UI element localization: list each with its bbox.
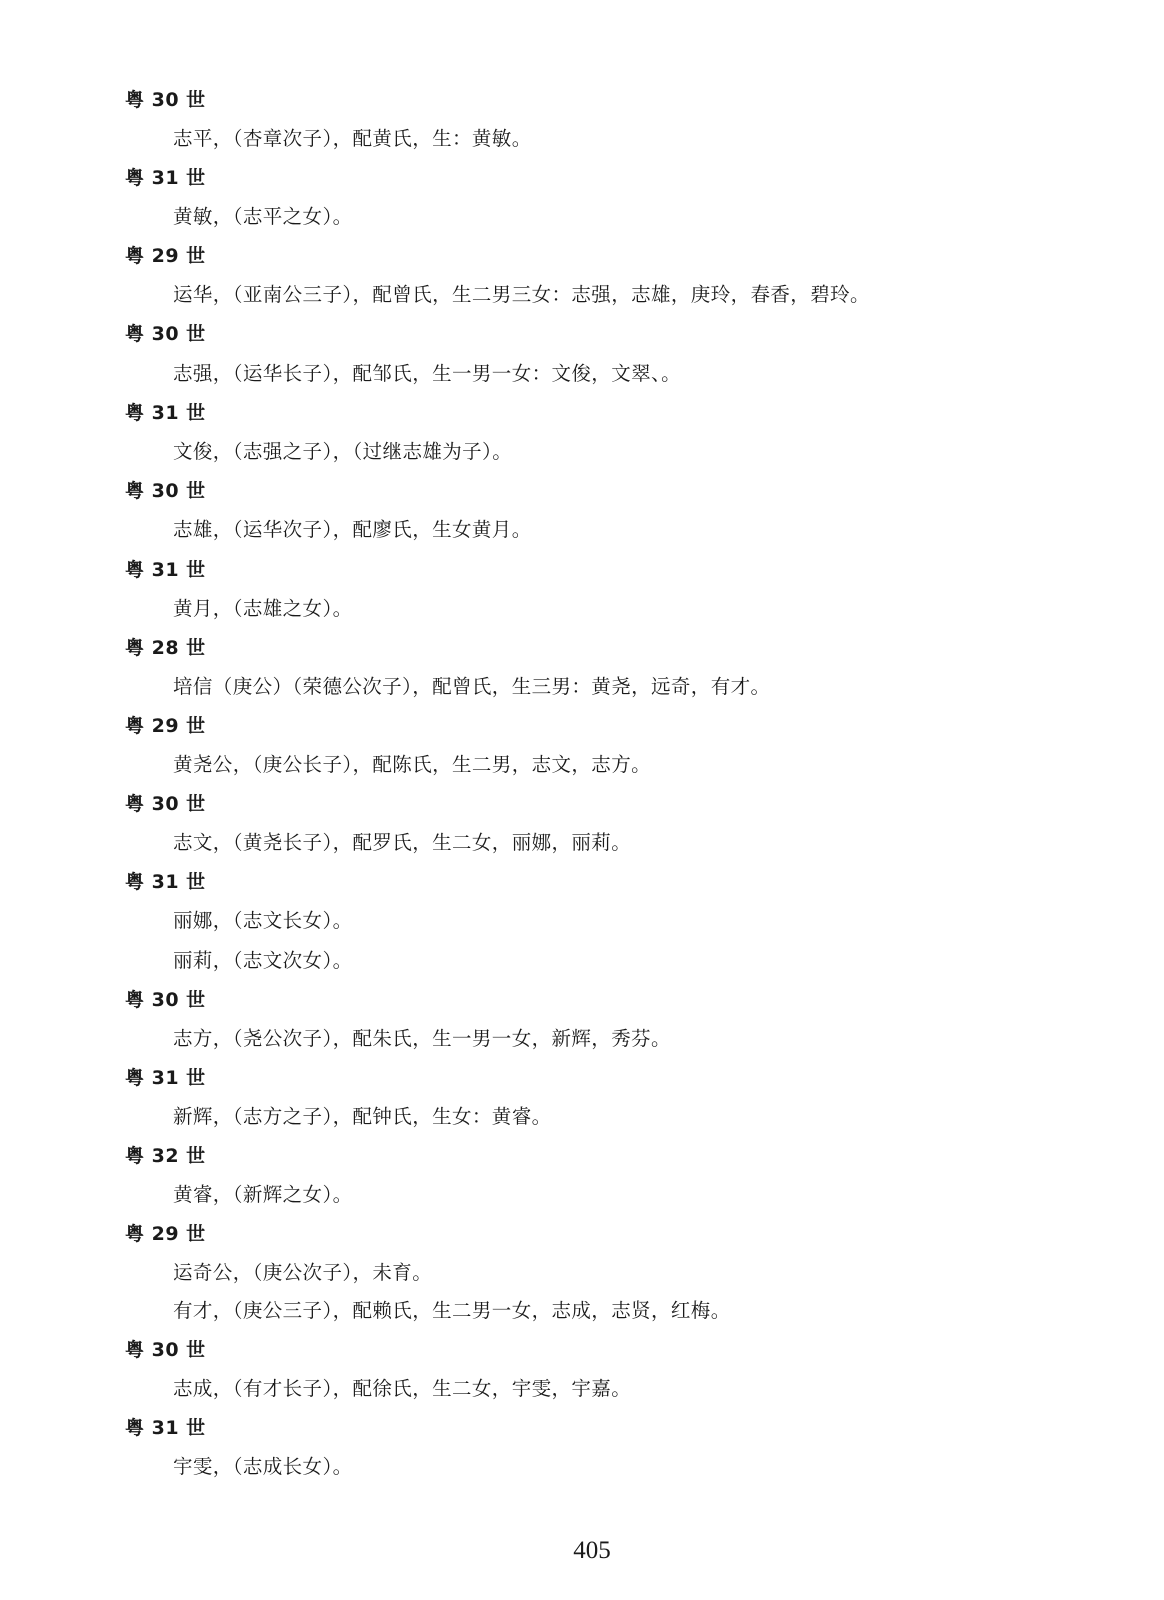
generation-heading: 粤 32 世	[125, 1145, 206, 1167]
person-entry: 丽娜，（志文长女）。	[173, 909, 353, 932]
generation-heading: 粤 29 世	[125, 245, 206, 267]
generation-heading: 粤 31 世	[125, 402, 206, 424]
person-entry: 黄月，（志雄之女）。	[173, 597, 353, 620]
person-entry: 有才，（庚公三子），配赖氏，生二男一女，志成，志贤，红梅。	[173, 1299, 731, 1322]
person-entry: 志文，（黄尧长子），配罗氏，生二女，丽娜，丽莉。	[173, 831, 632, 854]
generation-heading: 粤 29 世	[125, 1223, 206, 1245]
person-entry: 黄敏，（志平之女）。	[173, 205, 353, 228]
person-entry: 宇雯，（志成长女）。	[173, 1455, 353, 1478]
person-entry: 新辉，（志方之子），配钟氏，生女：黄睿。	[173, 1105, 552, 1128]
person-entry: 运奇公，（庚公次子），未育。	[173, 1261, 433, 1284]
person-entry: 志雄，（运华次子），配廖氏，生女黄月。	[173, 518, 532, 541]
person-entry: 志平，（杏章次子），配黄氏，生：黄敏。	[173, 127, 532, 150]
generation-heading: 粤 31 世	[125, 871, 206, 893]
person-entry: 培信（庚公）（荣德公次子），配曾氏，生三男：黄尧，远奇，有才。	[173, 675, 771, 698]
generation-heading: 粤 30 世	[125, 1339, 206, 1361]
generation-heading: 粤 31 世	[125, 559, 206, 581]
generation-heading: 粤 28 世	[125, 637, 206, 659]
person-entry: 丽莉，（志文次女）。	[173, 949, 353, 972]
generation-heading: 粤 31 世	[125, 167, 206, 189]
person-entry: 运华，（亚南公三子），配曾氏，生二男三女：志强，志雄，庚玲，春香，碧玲。	[173, 283, 870, 306]
person-entry: 志方，（尧公次子），配朱氏，生一男一女，新辉，秀芬。	[173, 1027, 671, 1050]
generation-heading: 粤 30 世	[125, 480, 206, 502]
generation-heading: 粤 30 世	[125, 793, 206, 815]
person-entry: 志成，（有才长子），配徐氏，生二女，宇雯，宇嘉。	[173, 1377, 632, 1400]
generation-heading: 粤 30 世	[125, 323, 206, 345]
person-entry: 黄尧公，（庚公长子），配陈氏，生二男，志文，志方。	[173, 753, 652, 776]
generation-heading: 粤 30 世	[125, 989, 206, 1011]
page-number: 405	[573, 1537, 611, 1564]
person-entry: 文俊，（志强之子），（过继志雄为子）。	[173, 440, 513, 463]
generation-heading: 粤 31 世	[125, 1417, 206, 1439]
person-entry: 黄睿，（新辉之女）。	[173, 1183, 353, 1206]
generation-heading: 粤 31 世	[125, 1067, 206, 1089]
generation-heading: 粤 30 世	[125, 89, 206, 111]
generation-heading: 粤 29 世	[125, 715, 206, 737]
person-entry: 志强，（运华长子），配邹氏，生一男一女：文俊，文翠、。	[173, 362, 682, 385]
